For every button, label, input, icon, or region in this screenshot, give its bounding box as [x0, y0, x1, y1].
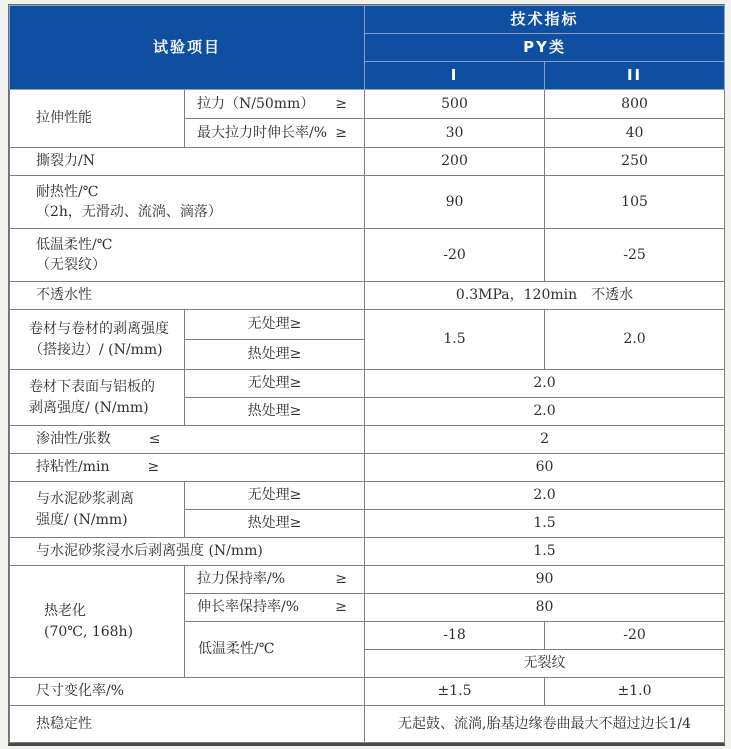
value-peel-aluminum-untreated: 2.0 — [365, 370, 725, 398]
row-label-oil-penetration — [10, 426, 365, 454]
sublabel-heat-treated: 热处理≥ — [185, 398, 365, 426]
value-aging-lowtemp-i: -18 — [365, 622, 545, 650]
label-text: 持粘性/min — [36, 459, 110, 476]
table-row — [10, 148, 725, 176]
row-label-tack-retention — [10, 454, 365, 482]
value-peel-mortar-soaked: 1.5 — [365, 538, 725, 566]
row-label-peel-roll — [10, 310, 185, 370]
row-label-tear: 撕裂力/N — [10, 148, 365, 176]
sublabel-strength-retention — [185, 566, 365, 594]
gte-symbol: ≥ — [335, 124, 348, 141]
label-line1: 低温柔性/℃ — [36, 236, 113, 253]
value-peel-aluminum-treated: 2.0 — [365, 398, 725, 426]
value-peel-roll-i: 1.5 — [365, 310, 545, 370]
sublabel-heat-treated: 热处理≥ — [185, 340, 365, 370]
value-dimension-i: ±1.5 — [365, 678, 545, 706]
header-type-i: I — [365, 62, 545, 90]
value-aging-lowtemp-ii: -20 — [545, 622, 725, 650]
row-label-heat-aging — [10, 566, 185, 678]
header-test-item: 试验项目 — [10, 6, 365, 90]
table-row — [10, 90, 725, 119]
value-tensile-force-ii: 800 — [545, 90, 725, 119]
sublabel-tensile-force — [185, 90, 365, 119]
value-tensile-force-i: 500 — [365, 90, 545, 119]
gte-symbol: ≥ — [335, 95, 348, 112]
label-line2: （无裂纹） — [36, 257, 106, 273]
sublabel-text: 最大拉力时伸长率/% — [197, 124, 328, 141]
label-line2: 剥离强度/ (N/mm) — [29, 399, 149, 416]
value-peel-roll-ii: 2.0 — [545, 310, 725, 370]
sublabel-text: 拉力（N/50mm） — [197, 95, 315, 112]
header-tech-index: 技术指标 — [365, 6, 725, 34]
sublabel-heat-treated: 热处理≥ — [185, 510, 365, 538]
value-lowtemp-ii: -25 — [545, 229, 725, 282]
sublabel-untreated: 无处理≥ — [185, 370, 365, 398]
table-row — [10, 229, 725, 282]
sublabel-text: 伸长率保持率/% — [197, 599, 300, 616]
spec-table — [9, 5, 725, 743]
table-row — [10, 310, 725, 340]
value-peel-mortar-treated: 1.5 — [365, 510, 725, 538]
table-row — [10, 566, 725, 594]
table-row — [10, 176, 725, 229]
row-label-low-temp — [10, 229, 365, 282]
value-aging-no-crack: 无裂纹 — [365, 650, 725, 678]
table-row — [10, 282, 725, 310]
row-label-peel-aluminum — [10, 370, 185, 426]
value-strength-retention: 90 — [365, 566, 725, 594]
value-tear-ii: 250 — [545, 148, 725, 176]
label-line1: 耐热性/℃ — [36, 183, 99, 200]
header-py-class: PY类 — [365, 34, 725, 62]
table-row — [10, 538, 725, 566]
sublabel-elongation-retention — [185, 594, 365, 622]
label-text: 渗油性/张数 — [36, 431, 111, 448]
label-line1: 热老化 — [44, 603, 86, 620]
table-row — [10, 426, 725, 454]
lte-symbol: ≤ — [148, 431, 161, 448]
value-elongation-ii: 40 — [545, 119, 725, 148]
row-label-peel-mortar-soaked: 与水泥砂浆浸水后剥离强度 (N/mm) — [10, 538, 365, 566]
row-label-tensile: 拉伸性能 — [10, 90, 185, 148]
table-row — [10, 706, 725, 743]
value-elongation-i: 30 — [365, 119, 545, 148]
value-heat-i: 90 — [365, 176, 545, 229]
value-peel-mortar-untreated: 2.0 — [365, 482, 725, 510]
label-line1: 卷材与卷材的剥离强度 — [29, 321, 169, 338]
sublabel-tensile-elongation — [185, 119, 365, 148]
sublabel-untreated: 无处理≥ — [185, 482, 365, 510]
sublabel-text: 拉力保持率/% — [197, 571, 286, 588]
table-row — [10, 482, 725, 510]
value-heat-ii: 105 — [545, 176, 725, 229]
sublabel-aging-low-temp: 低温柔性/℃ — [185, 622, 365, 678]
table-row — [10, 370, 725, 398]
label-line2: （2h，无滑动、流淌、滴落） — [36, 204, 222, 220]
label-line1: 卷材下表面与铝板的 — [29, 379, 155, 396]
table-row — [10, 678, 725, 706]
label-line1: 与水泥砂浆剥离 — [36, 491, 134, 508]
sublabel-untreated: 无处理≥ — [185, 310, 365, 340]
row-label-thermal-stability: 热稳定性 — [10, 706, 365, 743]
header-type-ii: II — [545, 62, 725, 90]
row-label-impermeability: 不透水性 — [10, 282, 365, 310]
gte-symbol: ≥ — [335, 599, 348, 616]
value-tack-retention: 60 — [365, 454, 725, 482]
value-elongation-retention: 80 — [365, 594, 725, 622]
gte-symbol: ≥ — [147, 459, 160, 476]
row-label-peel-mortar — [10, 482, 185, 538]
row-label-dimension-change: 尺寸变化率/% — [10, 678, 365, 706]
value-impermeability: 0.3MPa，120min 不透水 — [365, 282, 725, 310]
value-dimension-ii: ±1.0 — [545, 678, 725, 706]
row-label-heat-resistance — [10, 176, 365, 229]
label-line2: （搭接边）/ (N/mm) — [29, 341, 163, 358]
gte-symbol: ≥ — [335, 571, 348, 588]
value-tear-i: 200 — [365, 148, 545, 176]
label-line2: 强度/ (N/mm) — [36, 511, 128, 528]
value-oil-penetration: 2 — [365, 426, 725, 454]
value-thermal-stability: 无起鼓、流淌,胎基边缘卷曲最大不超过边长1/4 — [365, 706, 725, 743]
value-lowtemp-i: -20 — [365, 229, 545, 282]
label-line2: (70℃, 168h) — [44, 623, 134, 640]
spec-table-container — [8, 4, 725, 746]
table-row — [10, 454, 725, 482]
